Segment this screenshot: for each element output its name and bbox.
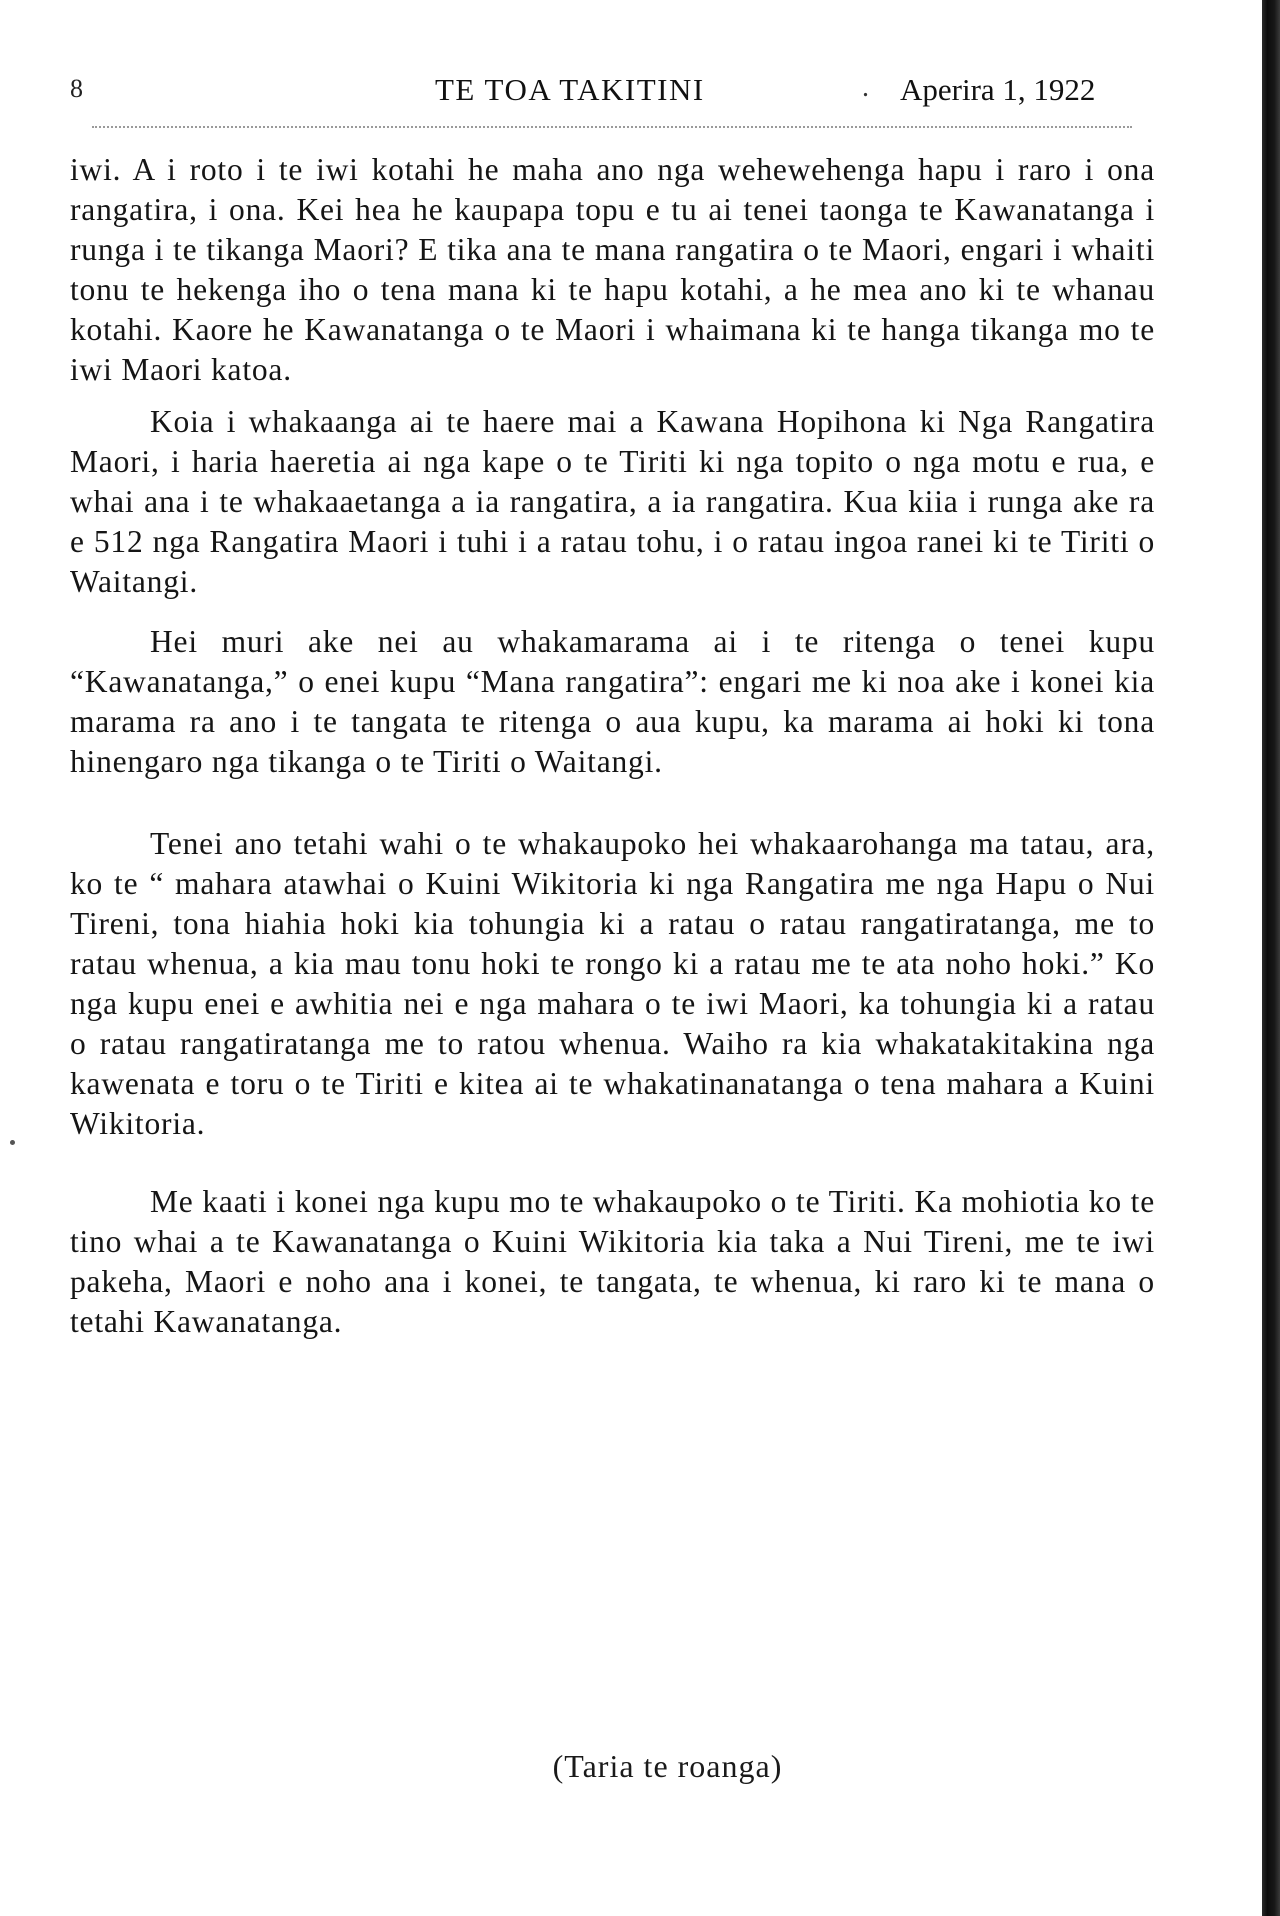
continued-notice — [0, 1748, 1280, 1785]
page-number: 8 — [70, 74, 83, 103]
scan-edge-border — [1262, 0, 1280, 1916]
paragraph-whakaupoko: Tenei ano tetahi wahi o te whakaupoko hei whakaarohanga ma tatau, ara, ko te “ mahara atawhai o Kuini Wikitoria ki nga Rangatira me nga Hapu o Nui Tireni, tona hiahia hoki kia tohungia ki a ratau o ratau rangatiratanga, me to ratau whenua, a kia mau tonu hoki te rongo ki a ratau me te ata noho hoki.” Ko nga kupu enei e awhitia nei e nga mahara o te iwi Maori, ka tohungia ki a ratau o ratau rangatiratanga me to ratou whenua. Waiho ra kia whakatakitakina nga kawenata e toru o te Tiriti e kitea ai te whakatinanatanga o tena mahara a Kuini Wikitoria. — [70, 826, 1155, 1141]
header-divider — [92, 126, 1132, 128]
issue-date: Aperira 1, 1922 — [900, 72, 1096, 107]
article-body — [70, 150, 1155, 1342]
header-separator: . — [862, 72, 869, 103]
paragraph-kawanatanga-meaning: Hei muri ake nei au whakamarama ai i te ritenga o tenei kupu “Kawanatanga,” o enei kupu “Mana rangatira”: engari me ki noa ake i konei kia marama ra ano i te tangata te ritenga o aua kupu, ka marama ai hoki ki tona hinengaro nga tikanga o te Tiriti o Waitangi. — [70, 624, 1155, 779]
scan-speck — [10, 1140, 15, 1145]
paragraph-conclusion: Me kaati i konei nga kupu mo te whakaupoko o te Tiriti. Ka mohiotia ko te tino whai a te Kawanatanga o Kuini Wikitoria kia taka a Nui Tireni, me te iwi pakeha, Maori e noho ana i konei, te tangata, te whenua, ki raro ki te mana o tetahi Kawanatanga. — [70, 1184, 1155, 1339]
journal-title: TE TOA TAKITINI — [435, 72, 705, 107]
page-header — [70, 68, 1170, 112]
paragraph-hopihona: Koia i whakaanga ai te haere mai a Kawana Hopihona ki Nga Rangatira Maori, i haria haeretia ai nga kape o te Tiriti ki nga topito o nga motu e rua, e whai ana i te whakaaetanga a ia rangatira, a ia rangatira. Kua kiia i runga ake ra e 512 nga Rangatira Maori i tuhi i a ratau tohu, i o ratau ingoa ranei ki te Tiriti o Waitangi. — [70, 404, 1155, 599]
paragraph-continuation: iwi. A i roto i te iwi kotahi he maha ano nga wehewehenga hapu i raro i ona rangatira, i ona. Kei hea he kaupapa topu e tu ai tenei taonga te Kawanatanga i runga i te tikanga Maori? E tika ana te mana rangatira o te Maori, engari i whaiti tonu te hekenga iho o tena mana ki te hapu kotahi, a he mea ano ki te whanau kotahi. Kaore he Kawanatanga o te Maori i whaimana ki te hanga tikanga mo te iwi Maori katoa. — [70, 152, 1155, 387]
continued-notice-text: (Taria te roanga) — [552, 1748, 783, 1784]
